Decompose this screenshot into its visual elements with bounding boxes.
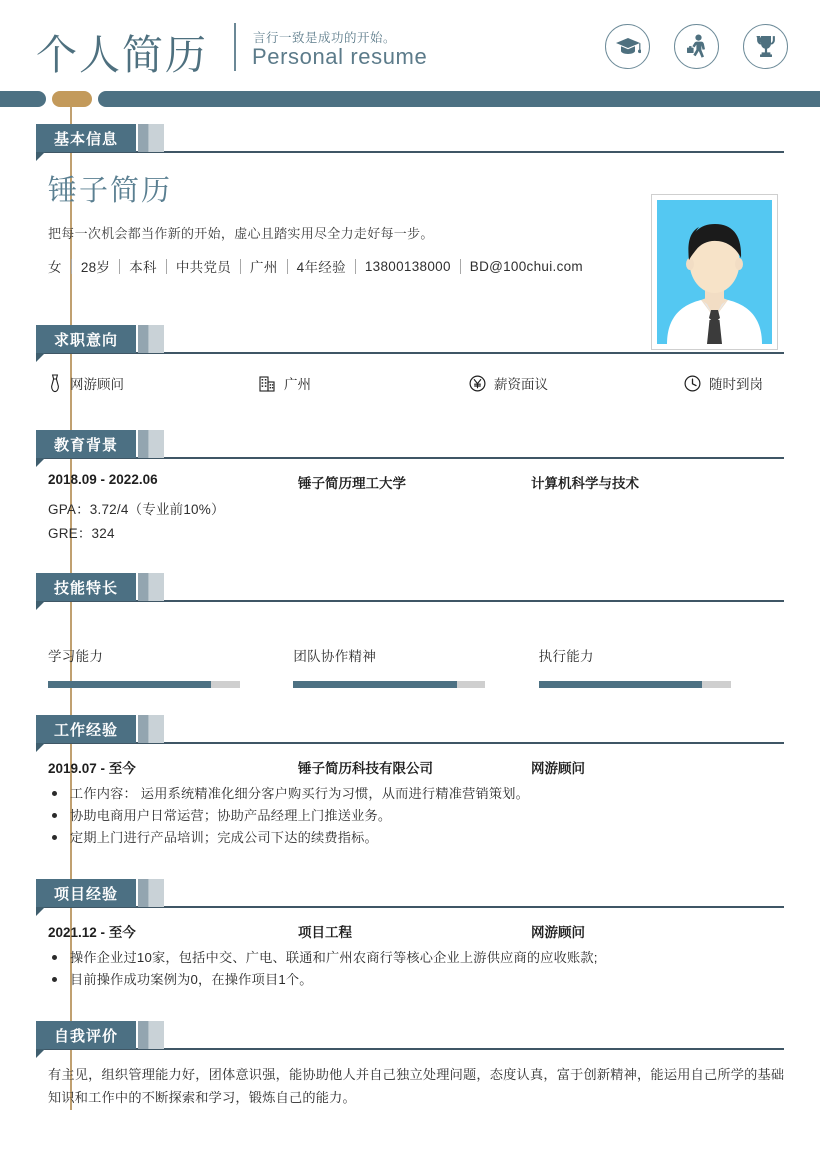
section-title-evaluation: 自我评价 [36,1021,136,1049]
section-body-evaluation [0,1053,820,1160]
work-company: 锤子简历科技有限公司 [298,761,433,776]
page-header [0,0,820,90]
section-title-project: 项目经验 [36,879,136,907]
meta-experience: 4年经验 [296,260,346,275]
section-body-work [0,747,820,877]
education-gpa: GPA：3.72/4（专业前10%） [48,502,225,517]
intention-row [48,373,784,393]
skill-progress-fill [539,681,702,688]
section-tab-block [138,573,164,601]
section-header-intention [0,325,820,357]
section-corner-fold [36,353,45,362]
section-header-education [0,430,820,462]
work-role: 网游顾问 [531,761,585,776]
header-icon-group [605,24,788,69]
education-school: 锤子简历理工大学 [298,476,406,491]
meta-separator [240,259,241,274]
person-motto: 把每一次机会都当作新的开始，虚心且踏实用尽全力走好每一步。 [48,226,434,241]
section-tab-block [138,879,164,907]
intention-availability-label: 随时到岗 [709,377,763,392]
section-header-evaluation [0,1021,820,1053]
skill-item [293,645,538,688]
section-corner-fold [36,152,45,161]
top-bar-segment-left [0,91,46,107]
evaluation-text: 有主见，组织管理能力好，团体意识强，能协助他人并自己独立处理问题，态度认真，富于创新精神，能运用自己所学的基础知识和工作中的不断探索和学习，锻炼自己的能力。 [48,1067,785,1105]
work-entry-header [48,757,784,775]
building-icon [259,375,276,392]
header-subtitle-en: Personal resume [252,44,428,69]
meta-separator [71,259,72,274]
intention-position-label: 网游顾问 [70,377,124,392]
meta-gender: 女 [48,260,62,275]
skill-progress-track [539,681,731,688]
education-date: 2018.09 - 2022.06 [48,472,158,487]
section-tab-block [138,325,164,353]
section-header-basic [0,124,820,156]
intention-item-salary [469,373,684,393]
section-project-experience [0,879,820,987]
intention-item-availability [684,373,763,393]
clock-icon [684,375,701,392]
top-accent-bar [0,91,820,107]
section-skills [0,573,820,664]
trophy-icon [743,24,788,69]
work-bullet: 协助电商用户日常运营；协助产品经理上门推送业务。 [48,805,780,826]
header-subtitle-cn: 言行一致是成功的开始。 [253,31,397,45]
section-title-education: 教育背景 [36,430,136,458]
work-bullet-list [48,783,780,849]
meta-political: 中共党员 [175,260,232,275]
section-corner-fold [36,907,45,916]
section-body-project [0,911,820,1021]
project-name: 项目工程 [298,925,352,940]
meta-separator [119,259,120,274]
skill-label: 团队协作精神 [293,649,377,664]
skill-progress-track [293,681,485,688]
section-title-work: 工作经验 [36,715,136,743]
work-date: 2019.07 - 至今 [48,761,136,776]
skill-label: 学习能力 [48,649,104,664]
meta-separator [287,259,288,274]
meta-age: 28岁 [80,260,111,275]
project-bullet-list [48,947,780,991]
skill-progress-track [48,681,240,688]
section-body-education [0,462,820,580]
section-corner-fold [36,743,45,752]
intention-city-label: 广州 [284,377,311,392]
section-tab-block [138,430,164,458]
skill-item [48,645,293,688]
work-bullet: 工作内容： 运用系统精准化细分客户购买行为习惯，从而进行精准营销策划。 [48,783,780,804]
section-tab-block [138,715,164,743]
meta-degree: 本科 [129,260,157,275]
education-major: 计算机科学与技术 [531,476,639,491]
skill-item [539,645,784,688]
intention-salary-label: 薪资面议 [494,377,548,392]
intention-item-position [48,373,259,393]
section-corner-fold [36,1049,45,1058]
meta-separator [460,259,461,274]
section-header-skills [0,573,820,605]
person-name: 锤子简历 [48,175,173,207]
section-basic-info [0,124,820,275]
project-bullet: 目前操作成功案例为0，在操作项目1个。 [48,969,780,990]
section-education [0,430,820,541]
section-tab-block [138,1021,164,1049]
project-bullet: 操作企业过10家，包括中交、广电、联通和广州农商行等核心企业上游供应商的应收账款; [48,947,780,968]
section-work-experience [0,715,820,845]
project-entry-header [48,921,784,939]
meta-email: BD@100chui.com [469,258,583,274]
section-title-basic: 基本信息 [36,124,136,152]
page-title: 个人简历 [36,31,208,79]
intention-item-city [259,373,469,393]
section-tab-block [138,124,164,152]
skills-row [48,645,784,688]
work-bullet: 定期上门进行产品培训；完成公司下达的续费指标。 [48,827,780,848]
avatar-illustration [657,200,772,344]
header-divider [234,23,236,71]
section-body-skills [0,605,820,715]
section-job-intention [0,325,820,392]
top-bar-gold-pill [52,91,92,107]
skill-progress-fill [293,681,456,688]
section-self-evaluation [0,1021,820,1105]
section-corner-fold [36,458,45,467]
meta-separator [355,259,356,274]
skill-progress-fill [48,681,211,688]
meta-city: 广州 [250,260,278,275]
skill-label: 执行能力 [538,649,594,664]
meta-separator [166,259,167,274]
section-corner-fold [36,601,45,610]
tie-icon [48,374,62,393]
top-bar-segment-right [98,91,820,107]
yen-circle-icon [469,375,486,392]
businessman-walking-icon [674,24,719,69]
graduation-cap-icon [605,24,650,69]
project-role: 网游顾问 [531,925,585,940]
section-title-skills: 技能特长 [36,573,136,601]
section-header-work [0,715,820,747]
section-title-intention: 求职意向 [36,325,136,353]
person-meta-line [48,256,583,276]
meta-phone: 13800138000 [364,258,451,274]
education-gre: GRE：324 [48,526,115,541]
section-header-project [0,879,820,911]
project-date: 2021.12 - 至今 [48,925,136,940]
